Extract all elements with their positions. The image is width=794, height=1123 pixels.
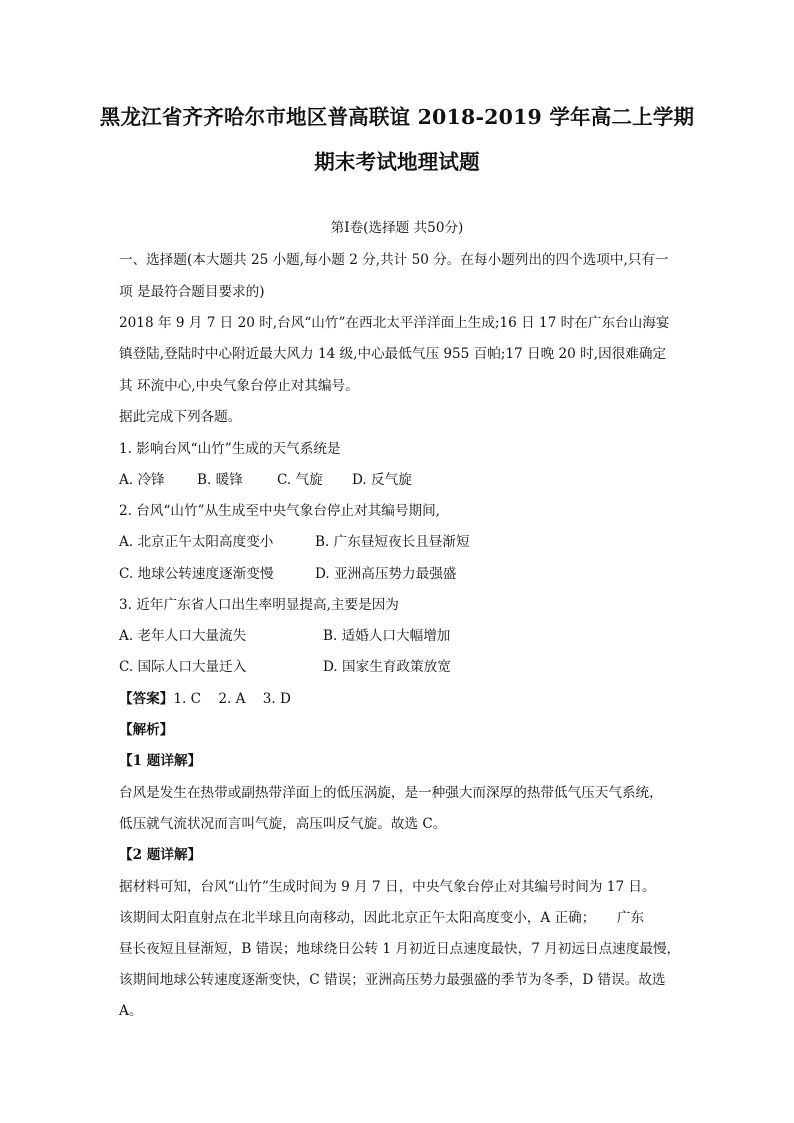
question-2-options-row1: [119, 530, 470, 550]
option-c: C. 地球公转速度逐渐变慢: [119, 566, 274, 582]
analysis-label: 【解析】: [119, 722, 174, 738]
option-c: C. 气旋: [277, 472, 323, 488]
passage-line4: 据此完成下列各题。: [119, 409, 242, 425]
question-2-options-row2: [119, 562, 456, 582]
question-1-options: [119, 468, 412, 488]
option-d: D. 国家生育政策放宽: [323, 659, 451, 675]
detail-2-line4: 该期间地球公转速度逐渐变快，C 错误；亚洲高压势力最强盛的季节为冬季，D 错误。故选: [119, 972, 666, 988]
passage-line1: 2018 年 9 月 7 日 20 时,台风“山竹”在西北太平洋洋面上生成;16 日 17 时在广东台山海宴: [119, 315, 670, 331]
question-2-stem: 2. 台风“山竹”从生成至中央气象台停止对其编号期间,: [119, 503, 440, 519]
question-1-stem: 1. 影响台风“山竹”生成的天气系统是: [119, 441, 341, 457]
document-title-line1: 黑龙江省齐齐哈尔市地区普高联谊 2018-2019 学年高二上学期: [99, 105, 695, 129]
detail-2-label: 【2 题详解】: [119, 847, 202, 863]
answer-line: [119, 687, 291, 707]
detail-2-line2: 该期间太阳直射点在北半球且向南移动，因此北京正午太阳高度变小，A 正确； 广东: [119, 910, 645, 926]
passage-line3: 其 环流中心,中央气象台停止对其编号。: [119, 378, 359, 394]
detail-2-line3: 昼长夜短且昼渐短，B 错误；地球绕日公转 1 月初近日点速度最快，7 月初远日点速度最慢，: [119, 941, 681, 957]
section-heading: 第Ⅰ卷(选择题 共50分): [330, 220, 464, 236]
option-a: A. 北京正午太阳高度变小: [119, 534, 274, 550]
document-title-line2: 期末考试地理试题: [314, 150, 480, 174]
question-3-options-row2: [119, 655, 451, 675]
answer-text: 1. C 2. A 3. D: [173, 691, 291, 707]
detail-2-line5: A。: [119, 1003, 143, 1019]
option-b: B. 适婚人口大幅增加: [323, 628, 451, 644]
question-3-stem: 3. 近年广东省人口出生率明显提高,主要是因为: [119, 597, 399, 613]
option-b: B. 暖锋: [197, 472, 243, 488]
question-3-options-row1: [119, 624, 450, 644]
passage-line2: 镇登陆,登陆时中心附近最大风力 14 级,中心最低气压 955 百帕;17 日晚 20 时,因很难确定: [119, 346, 667, 362]
answer-label: 【答案】: [119, 691, 174, 707]
option-a: A. 老年人口大量流失: [119, 628, 247, 644]
option-d: D. 反气旋: [352, 472, 412, 488]
option-a: A. 冷锋: [119, 472, 165, 488]
detail-1-line1: 台风是发生在热带或副热带洋面上的低压涡旋，是一种强大而深厚的热带低气压天气系统，: [119, 785, 663, 801]
detail-1-label: 【1 题详解】: [119, 753, 202, 769]
option-c: C. 国际人口大量迁入: [119, 659, 247, 675]
detail-2-line1: 据材料可知，台风“山竹”生成时间为 9 月 7 日，中央气象台停止对其编号时间为 17 日。: [119, 879, 656, 895]
detail-1-line2: 低压就气流状况而言叫气旋，高压叫反气旋。故选 C。: [119, 816, 447, 832]
instructions-line2: 项 是最符合题目要求的): [119, 284, 265, 300]
option-d: D. 亚洲高压势力最强盛: [315, 566, 457, 582]
instructions-line1: 一、选择题(本大题共 25 小题,每小题 2 分,共计 50 分。在每小题列出的四个选项中,只有一: [119, 252, 669, 268]
option-b: B. 广东昼短夜长且昼渐短: [315, 534, 470, 550]
